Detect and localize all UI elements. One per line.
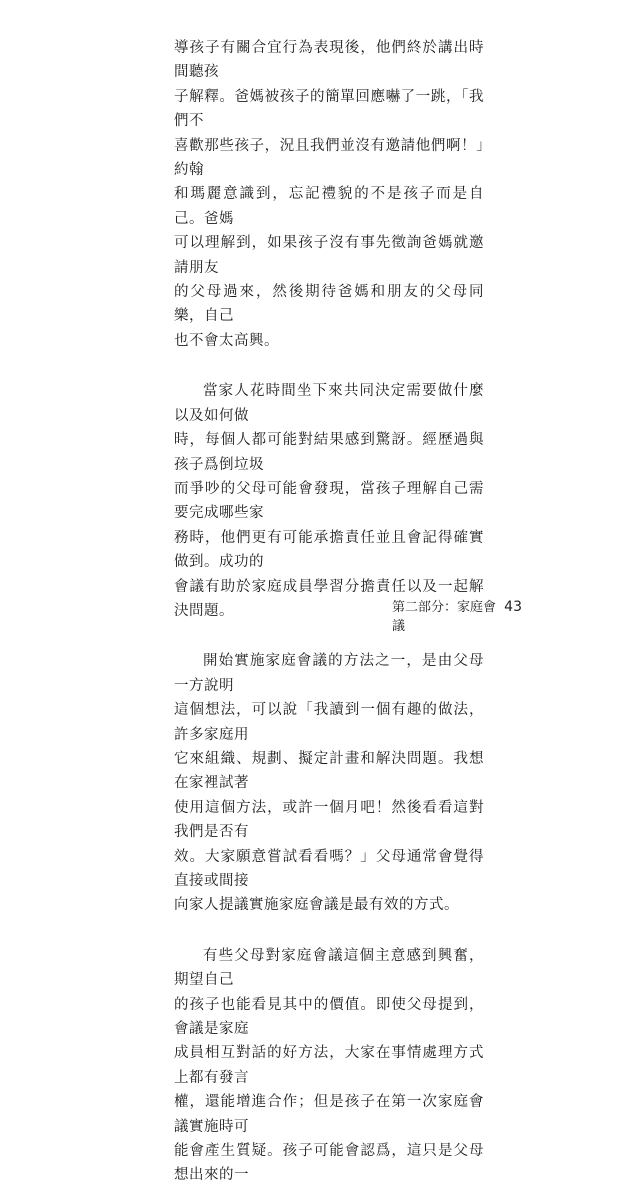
paragraph-1: 導孩子有關合宜行為表現後，他們終於講出時間聽孩 子解釋。爸媽被孩子的簡單回應嚇了一跳，「我們不 喜歡那些孩子，況且我們並沒有邀請他們啊！」約翰 和瑪麗意識到，忘記禮貌的不是孩子而是自己。爸媽 可以理解到，如果孩子沒有事先徵詢爸媽就邀請朋友 的父母過來，然後期待爸媽和朋友的父母同樂，自己 也不會太高興。 — [174, 40, 484, 349]
paragraph-3: 開始實施家庭會議的方法之一，是由父母一方說明 這個想法，可以說「我讀到一個有趣的做法，許多家庭用 它來組織、規劃、擬定計畫和解決問題。我想在家裡試著 使用這個方法，或許一個月吧！然後看看這對我們是否有 效。大家願意嘗試看看嗎？」父母通常會覺得直接或間接 向家人提議實施家庭會議是最有效的方式。 — [174, 653, 484, 914]
page-number: 43 — [504, 599, 522, 615]
page-footer — [392, 596, 522, 634]
paragraph-4: 有些父母對家庭會議這個主意感到興奮，期望自己 的孩子也能看見其中的價值。即使父母提到，會議是家庭 成員相互對話的好方法，大家在事情處理方式上都有發言 權，還能增進合作；但是孩子在第一次家庭會議實施時可 能會產生質疑。孩子可能會認爲，這只是父母想出來的一 — [174, 947, 484, 1184]
section-title: 第二部分：家庭會議 — [392, 600, 497, 634]
paragraph-2: 當家人花時間坐下來共同決定需要做什麼以及如何做 時，每個人都可能對結果感到驚訝。經歷過與孩子爲倒垃圾 而爭吵的父母可能會發現，當孩子理解自己需要完成哪些家 務時，他們更有可能承擔責任並且會記得確實做到。成功的 會議有助於家庭成員學習分擔責任以及一起解決問題。 — [174, 383, 484, 619]
